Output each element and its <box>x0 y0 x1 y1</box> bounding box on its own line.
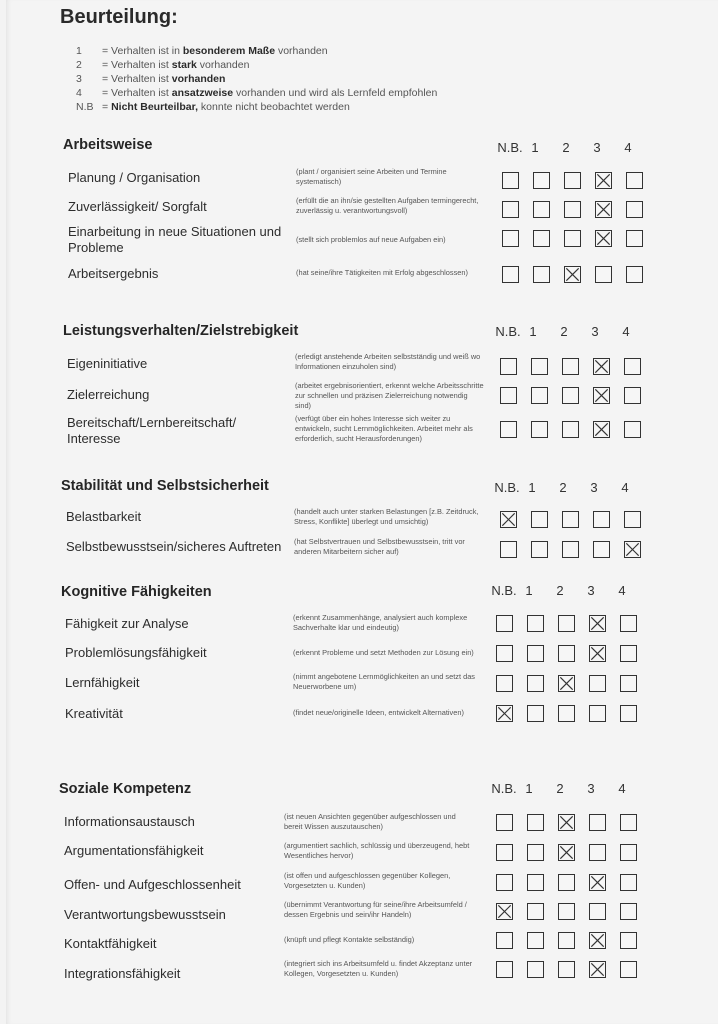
criterion-label: Zuverlässigkeit/ Sorgfalt <box>68 199 207 214</box>
rating-checkbox-nb[interactable] <box>502 201 519 218</box>
rating-checkbox-3[interactable] <box>595 201 612 218</box>
criterion-description: (übernimmt Verantwortung für seine/ihre Arbeitsumfeld / dessen Ergebnis und sein/ihr Handeln) <box>284 900 467 919</box>
rating-checkbox-2[interactable] <box>558 874 575 891</box>
rating-legend <box>76 44 437 114</box>
rating-checkbox-nb[interactable] <box>496 615 513 632</box>
column-header: 1 <box>531 140 539 155</box>
criterion-description: (erkennt Probleme und setzt Methoden zur Lösung ein) <box>293 648 474 657</box>
x-mark-icon <box>590 933 605 948</box>
page-title: Beurteilung: <box>60 6 178 28</box>
rating-checkbox-1[interactable] <box>531 387 548 404</box>
rating-checkbox-3[interactable] <box>593 541 610 558</box>
rating-checkbox-3[interactable] <box>589 903 606 920</box>
rating-checkbox-1[interactable] <box>527 903 544 920</box>
criterion-label: Bereitschaft/Lernbereitschaft/ Interesse <box>67 415 237 446</box>
legend-text: = Verhalten ist <box>102 87 172 99</box>
legend-key: 4 <box>76 87 82 99</box>
section-title: Kognitive Fähigkeiten <box>61 584 212 600</box>
legend-key: N.B <box>76 101 94 113</box>
rating-checkbox-2[interactable] <box>558 675 575 692</box>
column-header: 4 <box>624 140 632 155</box>
rating-checkbox-nb[interactable] <box>500 387 517 404</box>
legend-text: = <box>102 101 112 113</box>
rating-checkbox-3[interactable] <box>593 511 610 528</box>
rating-checkbox-3[interactable] <box>589 645 606 662</box>
criterion-label: Arbeitsergebnis <box>68 266 159 281</box>
x-mark-icon <box>590 962 605 977</box>
x-mark-icon <box>596 202 611 217</box>
column-header: 3 <box>587 781 595 796</box>
rating-checkbox-4[interactable] <box>620 844 637 861</box>
criterion-description: (erfüllt die an ihn/sie gestellten Aufgaben termingerecht, zuverlässig u. verantwortungsvoll) <box>296 196 479 215</box>
rating-checkbox-2[interactable] <box>558 814 575 831</box>
rating-checkbox-nb[interactable] <box>496 874 513 891</box>
rating-checkbox-4[interactable] <box>626 230 643 247</box>
criterion-label: Lernfähigkeit <box>65 675 140 690</box>
legend-key: 1 <box>76 45 82 57</box>
rating-checkbox-nb[interactable] <box>496 814 513 831</box>
criterion-description: (argumentiert sachlich, schlüssig und überzeugend, hebt Wesentliches hervor) <box>284 841 470 860</box>
column-header: 3 <box>591 324 599 339</box>
rating-checkbox-2[interactable] <box>558 903 575 920</box>
rating-checkbox-3[interactable] <box>595 230 612 247</box>
rating-checkbox-1[interactable] <box>527 705 544 722</box>
rating-checkbox-3[interactable] <box>589 844 606 861</box>
legend-row <box>76 58 437 72</box>
rating-checkbox-4[interactable] <box>624 541 641 558</box>
rating-checkbox-nb[interactable] <box>496 961 513 978</box>
rating-checkbox-4[interactable] <box>620 675 637 692</box>
section-title: Soziale Kompetenz <box>59 781 192 797</box>
criterion-description: (stellt sich problemlos auf neue Aufgaben ein) <box>296 235 446 244</box>
rating-checkbox-4[interactable] <box>620 615 637 632</box>
criterion-description: (verfügt über ein hohes Interesse sich weiter zu entwickeln, sucht Lernmöglichkeiten. Arbeitet mehr als erforderlich, sucht Herausforderungen) <box>295 414 473 443</box>
criterion-description: (erkennt Zusammenhänge, analysiert auch komplexe Sachverhalte klar und eindeutig) <box>293 613 468 632</box>
legend-text: vorhanden <box>196 59 250 71</box>
legend-bold: ansatzweise <box>171 87 234 99</box>
rating-checkbox-2[interactable] <box>558 932 575 949</box>
rating-checkbox-3[interactable] <box>593 387 610 404</box>
rating-checkbox-2[interactable] <box>562 421 579 438</box>
rating-checkbox-1[interactable] <box>531 511 548 528</box>
criterion-description: (knüpft und pflegt Kontakte selbständig) <box>284 935 415 944</box>
criterion-description: (findet neue/originelle Ideen, entwickelt Alternativen) <box>293 708 464 717</box>
x-mark-icon <box>594 388 609 403</box>
legend-text: = Verhalten ist in <box>102 45 183 57</box>
section-title: Stabilität und Selbstsicherheit <box>61 478 269 494</box>
legend-key: 2 <box>76 59 82 71</box>
rating-checkbox-4[interactable] <box>620 903 637 920</box>
rating-checkbox-nb[interactable] <box>496 675 513 692</box>
rating-checkbox-2[interactable] <box>564 266 581 283</box>
rating-checkbox-3[interactable] <box>595 266 612 283</box>
column-header: 4 <box>622 324 630 339</box>
column-header: 2 <box>559 480 567 495</box>
criterion-label: Kreativität <box>65 706 123 721</box>
x-mark-icon <box>625 542 640 557</box>
rating-checkbox-2[interactable] <box>558 645 575 662</box>
rating-checkbox-nb[interactable] <box>496 705 513 722</box>
column-header: 1 <box>525 583 533 598</box>
criterion-description: (handelt auch unter starken Belastungen [z.B. Zeitdruck, Stress, Konflikte] überlegt und umsichtig) <box>294 507 479 526</box>
criterion-label: Einarbeitung in neue Situationen und Probleme <box>68 224 282 255</box>
rating-checkbox-4[interactable] <box>624 387 641 404</box>
rating-checkbox-nb[interactable] <box>500 541 517 558</box>
rating-checkbox-4[interactable] <box>620 645 637 662</box>
rating-checkbox-4[interactable] <box>624 358 641 375</box>
rating-checkbox-1[interactable] <box>533 230 550 247</box>
column-header: 2 <box>562 140 570 155</box>
x-mark-icon <box>559 676 574 691</box>
rating-checkbox-1[interactable] <box>527 814 544 831</box>
rating-checkbox-2[interactable] <box>558 615 575 632</box>
section-title: Arbeitsweise <box>63 137 153 153</box>
rating-checkbox-3[interactable] <box>589 615 606 632</box>
rating-checkbox-1[interactable] <box>527 961 544 978</box>
section-title: Leistungsverhalten/Zielstrebigkeit <box>63 323 299 339</box>
criterion-description: (hat Selbstvertrauen und Selbstbewusstsein, tritt vor anderen Mitarbeitern sicher auf) <box>294 537 465 556</box>
rating-checkbox-1[interactable] <box>527 874 544 891</box>
criterion-label: Fähigkeit zur Analyse <box>65 616 189 631</box>
rating-checkbox-1[interactable] <box>527 675 544 692</box>
rating-checkbox-1[interactable] <box>531 358 548 375</box>
column-header: 2 <box>556 781 564 796</box>
column-header: N.B. <box>494 480 520 495</box>
x-mark-icon <box>501 512 516 527</box>
criterion-description: (erledigt anstehende Arbeiten selbstständig und weiß wo Informationen einzuholen sind) <box>295 352 481 371</box>
rating-checkbox-2[interactable] <box>558 961 575 978</box>
criterion-label: Planung / Organisation <box>68 170 201 185</box>
rating-checkbox-2[interactable] <box>562 387 579 404</box>
x-mark-icon <box>590 616 605 631</box>
x-mark-icon <box>559 845 574 860</box>
criterion-description: (ist offen und aufgeschlossen gegenüber Kollegen, Vorgesetzten u. Kunden) <box>284 871 451 890</box>
rating-checkbox-1[interactable] <box>533 201 550 218</box>
column-header: 1 <box>525 781 533 796</box>
column-header: 1 <box>529 324 537 339</box>
legend-text: vorhanden <box>275 45 328 57</box>
rating-checkbox-3[interactable] <box>589 961 606 978</box>
rating-checkbox-1[interactable] <box>527 615 544 632</box>
rating-checkbox-nb[interactable] <box>496 844 513 861</box>
legend-row <box>76 100 437 114</box>
criterion-label: Kontaktfähigkeit <box>64 936 157 951</box>
criterion-description: (hat seine/ihre Tätigkeiten mit Erfolg abgeschlossen) <box>296 268 468 277</box>
rating-checkbox-nb[interactable] <box>502 172 519 189</box>
column-header: 3 <box>590 480 598 495</box>
x-mark-icon <box>497 904 512 919</box>
rating-checkbox-4[interactable] <box>626 172 643 189</box>
legend-bold: Nicht Beurteilbar, <box>111 101 199 113</box>
rating-checkbox-1[interactable] <box>531 541 548 558</box>
criterion-label: Offen- und Aufgeschlossenheit <box>64 877 241 892</box>
rating-checkbox-3[interactable] <box>589 874 606 891</box>
criterion-label: Verantwortungsbewusstsein <box>64 907 226 922</box>
criterion-label: Zielerreichung <box>67 387 150 402</box>
rating-checkbox-1[interactable] <box>531 421 548 438</box>
x-mark-icon <box>596 231 611 246</box>
column-header: N.B. <box>495 324 521 339</box>
rating-checkbox-nb[interactable] <box>496 932 513 949</box>
rating-checkbox-2[interactable] <box>562 541 579 558</box>
x-mark-icon <box>594 422 609 437</box>
rating-checkbox-nb[interactable] <box>500 421 517 438</box>
rating-checkbox-4[interactable] <box>620 932 637 949</box>
rating-checkbox-4[interactable] <box>620 705 637 722</box>
rating-checkbox-2[interactable] <box>564 201 581 218</box>
x-mark-icon <box>590 875 605 890</box>
legend-key: 3 <box>76 73 82 85</box>
column-header: 3 <box>587 583 595 598</box>
rating-checkbox-nb[interactable] <box>502 230 519 247</box>
rating-checkbox-3[interactable] <box>593 358 610 375</box>
criterion-description: (arbeitet ergebnisorientiert, erkennt welche Arbeitsschritte zur schnellen und präzisen Zielerreichung notwendig sind) <box>295 381 484 410</box>
column-header: N.B. <box>491 583 517 598</box>
rating-checkbox-4[interactable] <box>620 961 637 978</box>
rating-checkbox-4[interactable] <box>626 266 643 283</box>
column-header: 1 <box>528 480 536 495</box>
rating-checkbox-3[interactable] <box>595 172 612 189</box>
rating-checkbox-3[interactable] <box>589 675 606 692</box>
legend-bold: vorhanden <box>171 73 226 85</box>
rating-checkbox-1[interactable] <box>527 844 544 861</box>
column-header: 4 <box>618 781 626 796</box>
column-header: 2 <box>560 324 568 339</box>
rating-checkbox-4[interactable] <box>620 814 637 831</box>
rating-checkbox-nb[interactable] <box>500 511 517 528</box>
column-header: N.B. <box>491 781 517 796</box>
criterion-label: Argumentationsfähigkeit <box>64 843 204 858</box>
legend-row <box>76 72 437 86</box>
rating-checkbox-1[interactable] <box>527 645 544 662</box>
column-header: 3 <box>593 140 601 155</box>
column-header: N.B. <box>497 140 523 155</box>
x-mark-icon <box>596 173 611 188</box>
rating-checkbox-1[interactable] <box>533 266 550 283</box>
legend-row <box>76 86 437 100</box>
column-header: 2 <box>556 583 564 598</box>
rating-checkbox-nb[interactable] <box>502 266 519 283</box>
legend-text: = Verhalten ist <box>102 59 172 71</box>
legend-text: konnte nicht beobachtet werden <box>198 101 350 113</box>
criterion-description: (nimmt angebotene Lernmöglichkeiten an und setzt das Neuerworbene um) <box>293 672 476 691</box>
rating-checkbox-4[interactable] <box>620 874 637 891</box>
rating-checkbox-nb[interactable] <box>496 903 513 920</box>
rating-checkbox-3[interactable] <box>593 421 610 438</box>
rating-checkbox-2[interactable] <box>564 172 581 189</box>
rating-checkbox-1[interactable] <box>527 932 544 949</box>
rating-checkbox-nb[interactable] <box>500 358 517 375</box>
x-mark-icon <box>590 646 605 661</box>
column-header: 4 <box>621 480 629 495</box>
rating-checkbox-4[interactable] <box>624 511 641 528</box>
rating-checkbox-nb[interactable] <box>496 645 513 662</box>
column-header: 4 <box>618 583 626 598</box>
rating-checkbox-2[interactable] <box>562 511 579 528</box>
criterion-label: Integrationsfähigkeit <box>64 966 181 981</box>
criterion-label: Belastbarkeit <box>66 509 142 524</box>
rating-checkbox-2[interactable] <box>558 705 575 722</box>
rating-checkbox-2[interactable] <box>562 358 579 375</box>
criterion-label: Eigeninitiative <box>67 356 148 371</box>
document-page <box>6 0 718 1024</box>
rating-checkbox-1[interactable] <box>533 172 550 189</box>
x-mark-icon <box>559 815 574 830</box>
legend-text: = Verhalten ist <box>102 73 172 85</box>
rating-checkbox-3[interactable] <box>589 705 606 722</box>
x-mark-icon <box>565 267 580 282</box>
criterion-description: (ist neuen Ansichten gegenüber aufgeschlossen und bereit Wissen auszutauschen) <box>284 812 456 831</box>
x-mark-icon <box>594 359 609 374</box>
rating-checkbox-4[interactable] <box>624 421 641 438</box>
rating-checkbox-3[interactable] <box>589 932 606 949</box>
criterion-description: (plant / organisiert seine Arbeiten und Termine systematisch) <box>296 167 447 186</box>
legend-row <box>76 44 437 58</box>
x-mark-icon <box>497 706 512 721</box>
criterion-label: Problemlösungsfähigkeit <box>65 645 207 660</box>
legend-bold: stark <box>171 59 197 71</box>
criterion-description: (integriert sich ins Arbeitsumfeld u. findet Akzeptanz unter Kollegen, Vorgesetzten u. Kunden) <box>284 959 473 978</box>
rating-checkbox-2[interactable] <box>558 844 575 861</box>
rating-checkbox-3[interactable] <box>589 814 606 831</box>
legend-bold: besonderem Maße <box>182 45 276 57</box>
legend-text: vorhanden und wird als Lernfeld empfohlen <box>233 87 438 99</box>
criterion-label: Informationsaustausch <box>64 814 195 829</box>
rating-checkbox-2[interactable] <box>564 230 581 247</box>
criterion-label: Selbstbewusstsein/sicheres Auftreten <box>66 539 282 554</box>
rating-checkbox-4[interactable] <box>626 201 643 218</box>
